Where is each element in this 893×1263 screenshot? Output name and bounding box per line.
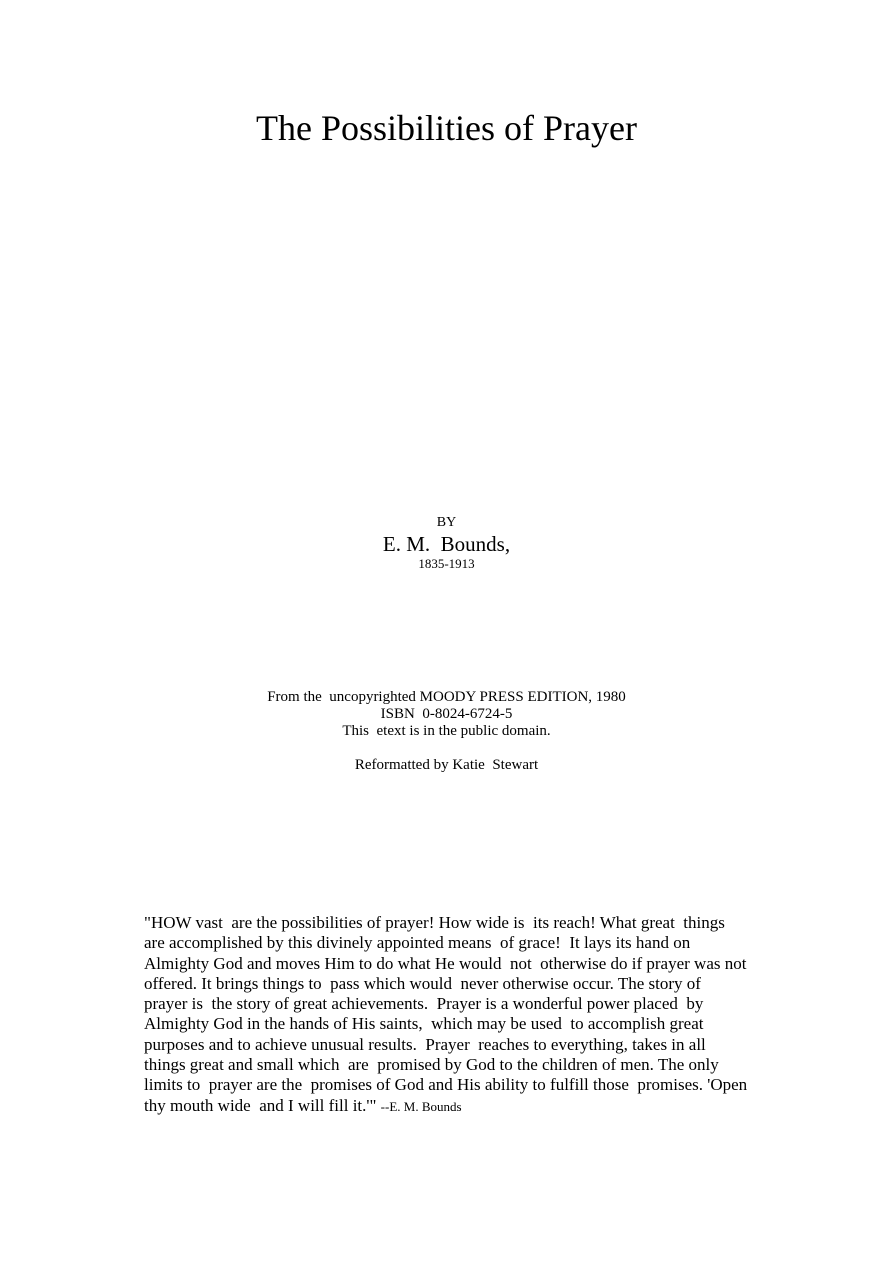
quote-line: purposes and to achieve unusual results. Prayer reaches to everything, takes in all [144, 1034, 706, 1054]
byline [0, 514, 893, 572]
quote-line: Almighty God and moves Him to do what He would not otherwise do if prayer was not [144, 953, 747, 973]
author-name: E. M. Bounds, [382, 532, 511, 556]
public-domain-notice: This etext is in the public domain. [342, 723, 551, 739]
quote-line: prayer is the story of great achievements. Prayer is a wonderful power placed by [144, 994, 704, 1014]
page-title: The Possibilities of Prayer [256, 108, 637, 148]
quote-last-line [144, 1096, 794, 1117]
epigraph-quote [144, 913, 794, 1117]
quote-line: limits to prayer are the promises of God and His ability to fulfill those promises. 'Open [144, 1075, 748, 1095]
quote-attribution: --E. M. Bounds [380, 1098, 462, 1114]
by-label: BY [436, 515, 457, 530]
quote-line: Almighty God in the hands of His saints, which may be used to accomplish great [144, 1014, 704, 1034]
edition-note: From the uncopyrighted MOODY PRESS EDITION, 1980 [267, 689, 626, 705]
quote-line: offered. It brings things to pass which would never otherwise occur. The story of [144, 973, 701, 993]
publication-info [0, 689, 893, 774]
quote-line: things great and small which are promised by God to the children of men. The only [144, 1055, 719, 1075]
reformatted-credit: Reformatted by Katie Stewart [354, 757, 539, 773]
author-dates: 1835-1913 [418, 556, 475, 571]
quote-last-line-text: thy mouth wide and I will fill it.'" [144, 1095, 377, 1115]
isbn: ISBN 0-8024-6724-5 [380, 706, 513, 722]
quote-line: are accomplished by this divinely appointed means of grace! It lays its hand on [144, 933, 691, 953]
quote-line: "HOW vast are the possibilities of prayer! How wide is its reach! What great things [144, 913, 725, 932]
